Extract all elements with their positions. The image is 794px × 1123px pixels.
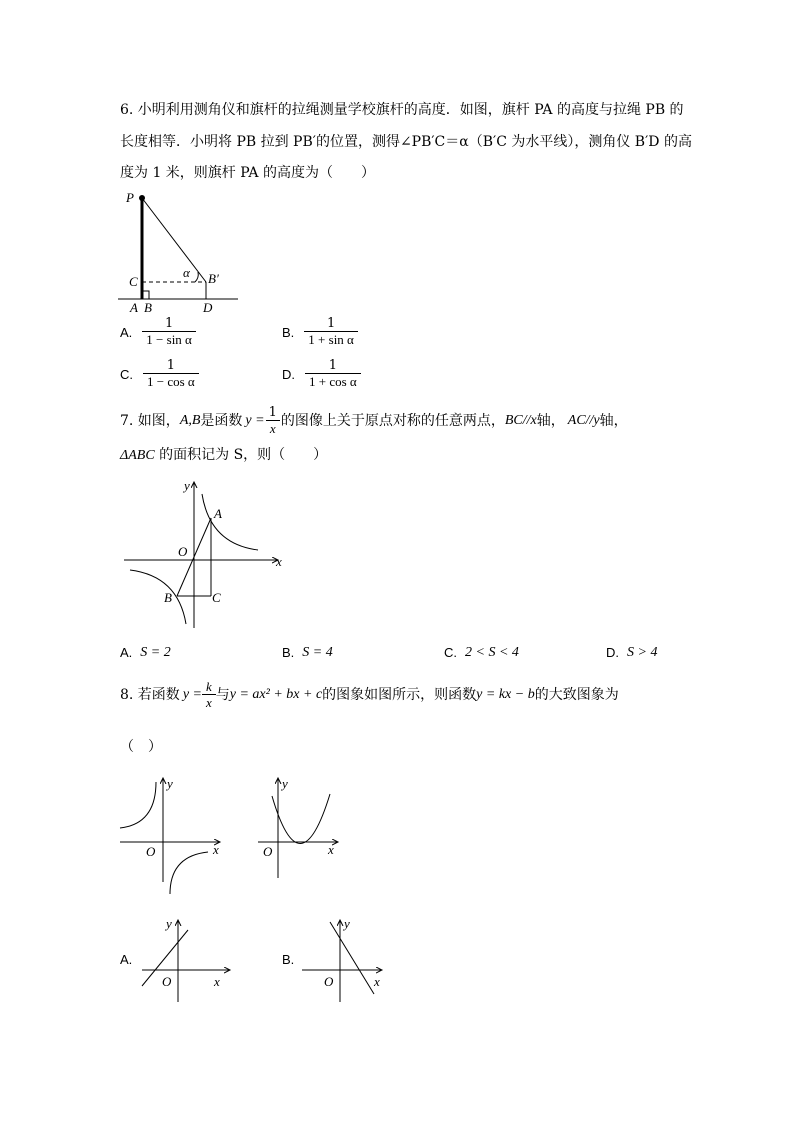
option-text: S = 4 bbox=[302, 645, 333, 660]
q6-option-d[interactable] bbox=[282, 359, 361, 389]
q6-flagpole-figure bbox=[112, 188, 247, 316]
q8-f2: y = ax² + bx + c bbox=[229, 687, 323, 702]
label-y: y bbox=[282, 776, 288, 791]
label-b: B bbox=[164, 590, 172, 605]
rope-pb-prime bbox=[142, 198, 206, 282]
hyperbola-branch-q3 bbox=[130, 570, 186, 624]
label-b: B bbox=[144, 300, 152, 315]
q8-text: 8. 若函数 bbox=[120, 687, 180, 703]
fraction-denominator: x bbox=[266, 420, 280, 436]
label-c: C bbox=[212, 590, 221, 605]
fraction-numerator: 1 bbox=[268, 405, 277, 420]
q7-ac-parallel: AC//y bbox=[567, 413, 600, 428]
fraction-denominator: 1 − cos α bbox=[143, 373, 199, 389]
q8-text: 与 bbox=[215, 687, 230, 703]
label-d: D bbox=[203, 300, 213, 315]
label-b-prime: B′ bbox=[208, 271, 219, 286]
fraction-numerator: 1 bbox=[164, 316, 174, 331]
q6-text-line1: 6. 小明利用测角仪和旗杆的拉绳测量学校旗杆的高度．如图，旗杆 PA 的高度与拉绳 PB 的 bbox=[120, 102, 684, 118]
label-y: y bbox=[184, 478, 190, 493]
q8-option-a-label[interactable]: A. bbox=[120, 952, 133, 967]
q6-option-a[interactable] bbox=[120, 317, 196, 347]
label-y: y bbox=[344, 916, 350, 931]
fraction-denominator: x bbox=[202, 694, 216, 710]
option-label: C. bbox=[120, 366, 133, 382]
option-label: B. bbox=[282, 645, 295, 660]
q6-option-b[interactable] bbox=[282, 317, 358, 347]
option-text: S > 4 bbox=[627, 645, 658, 660]
q8-text-line2: （ ） bbox=[120, 739, 162, 755]
label-x: x bbox=[213, 842, 219, 857]
fraction-numerator: 1 bbox=[328, 358, 337, 373]
q8-f1-lhs: y = bbox=[182, 687, 202, 702]
option-label: C. bbox=[444, 645, 457, 660]
label-o: O bbox=[263, 844, 273, 859]
label-o: O bbox=[178, 544, 188, 559]
label-y: y bbox=[167, 776, 173, 791]
option-text: 2 < S < 4 bbox=[465, 645, 519, 660]
label-o: O bbox=[162, 974, 172, 989]
q7-bc-parallel: BC//x bbox=[504, 413, 537, 428]
q8-text: 的大致图象为 bbox=[534, 687, 619, 703]
option-fraction bbox=[305, 359, 361, 389]
q6-text-line3: 度为 1 米，则旗杆 PA 的高度为（ ） bbox=[120, 165, 375, 181]
option-fraction bbox=[304, 317, 358, 347]
q6-text-line2: 长度相等．小明将 PB 拉到 PB′的位置，测得∠PB′C＝α（B′C 为水平线），测角仪 B′D 的高 bbox=[120, 134, 692, 150]
option-fraction bbox=[142, 317, 196, 347]
q6-option-c[interactable] bbox=[120, 359, 199, 389]
q7-option-c[interactable] bbox=[444, 645, 519, 661]
label-o: O bbox=[324, 974, 334, 989]
label-a: A bbox=[214, 506, 222, 521]
label-alpha: α bbox=[183, 265, 190, 280]
q7-text: 的面积记为 S，则（ ） bbox=[159, 447, 328, 463]
label-x: x bbox=[328, 842, 334, 857]
q7-points-ab: A,B bbox=[179, 413, 201, 428]
option-fraction bbox=[143, 359, 199, 389]
q7-option-b[interactable] bbox=[282, 645, 333, 661]
q8-f3: y = kx − b bbox=[476, 687, 535, 702]
q7-text: 的图像上关于原点对称的任意两点， bbox=[280, 413, 505, 429]
q7-text: 轴， bbox=[536, 413, 565, 429]
label-x: x bbox=[214, 974, 220, 989]
hyperbola-branch-q1 bbox=[202, 494, 258, 550]
option-label: A. bbox=[120, 645, 133, 660]
option-text: S = 2 bbox=[140, 645, 171, 660]
q7-triangle: ΔABC bbox=[120, 448, 155, 463]
option-label: A. bbox=[120, 324, 133, 340]
q7-func-lhs: y = bbox=[245, 413, 265, 428]
line-graph bbox=[330, 922, 374, 994]
q7-func-fraction bbox=[265, 406, 281, 436]
label-o: O bbox=[146, 844, 156, 859]
q8-option-b-label[interactable]: B. bbox=[282, 952, 295, 967]
q7-text-line1 bbox=[120, 406, 628, 436]
q7-hyperbola-figure bbox=[118, 474, 290, 634]
label-c: C bbox=[129, 274, 138, 289]
reciprocal-branch-q2 bbox=[120, 782, 156, 828]
q8-option-b-graph[interactable] bbox=[300, 914, 390, 1006]
q7-text-line2 bbox=[120, 445, 327, 466]
label-a: A bbox=[130, 300, 138, 315]
q8-text-line1 bbox=[120, 680, 619, 710]
q7-option-a[interactable] bbox=[120, 645, 171, 661]
q8-option-a-graph[interactable] bbox=[138, 914, 236, 1006]
label-x: x bbox=[276, 554, 282, 569]
label-x: x bbox=[374, 974, 380, 989]
q7-text: 轴， bbox=[599, 413, 628, 429]
q8-given-reciprocal-figure bbox=[116, 772, 226, 896]
fraction-numerator: 1 bbox=[166, 358, 175, 373]
q7-option-d[interactable] bbox=[606, 645, 657, 661]
q8-f1-fraction bbox=[202, 680, 216, 710]
option-label: D. bbox=[606, 645, 619, 660]
angle-arc bbox=[195, 272, 198, 282]
fraction-denominator: 1 − sin α bbox=[142, 331, 196, 347]
fraction-numerator: 1 bbox=[326, 316, 336, 331]
option-label: D. bbox=[282, 366, 295, 382]
q7-text: 是函数 bbox=[200, 413, 243, 429]
label-y: y bbox=[166, 916, 172, 931]
fraction-denominator: 1 + cos α bbox=[305, 373, 361, 389]
label-p: P bbox=[126, 190, 134, 205]
q8-given-parabola-figure bbox=[254, 772, 344, 882]
parabola-curve bbox=[272, 794, 330, 844]
q7-text: 7. 如图， bbox=[120, 413, 180, 429]
option-label: B. bbox=[282, 324, 295, 340]
fraction-denominator: 1 + sin α bbox=[304, 331, 358, 347]
reciprocal-branch-q4 bbox=[170, 852, 208, 894]
fraction-numerator: k bbox=[205, 679, 212, 694]
q8-text: 的图象如图所示，则函数 bbox=[322, 687, 477, 703]
